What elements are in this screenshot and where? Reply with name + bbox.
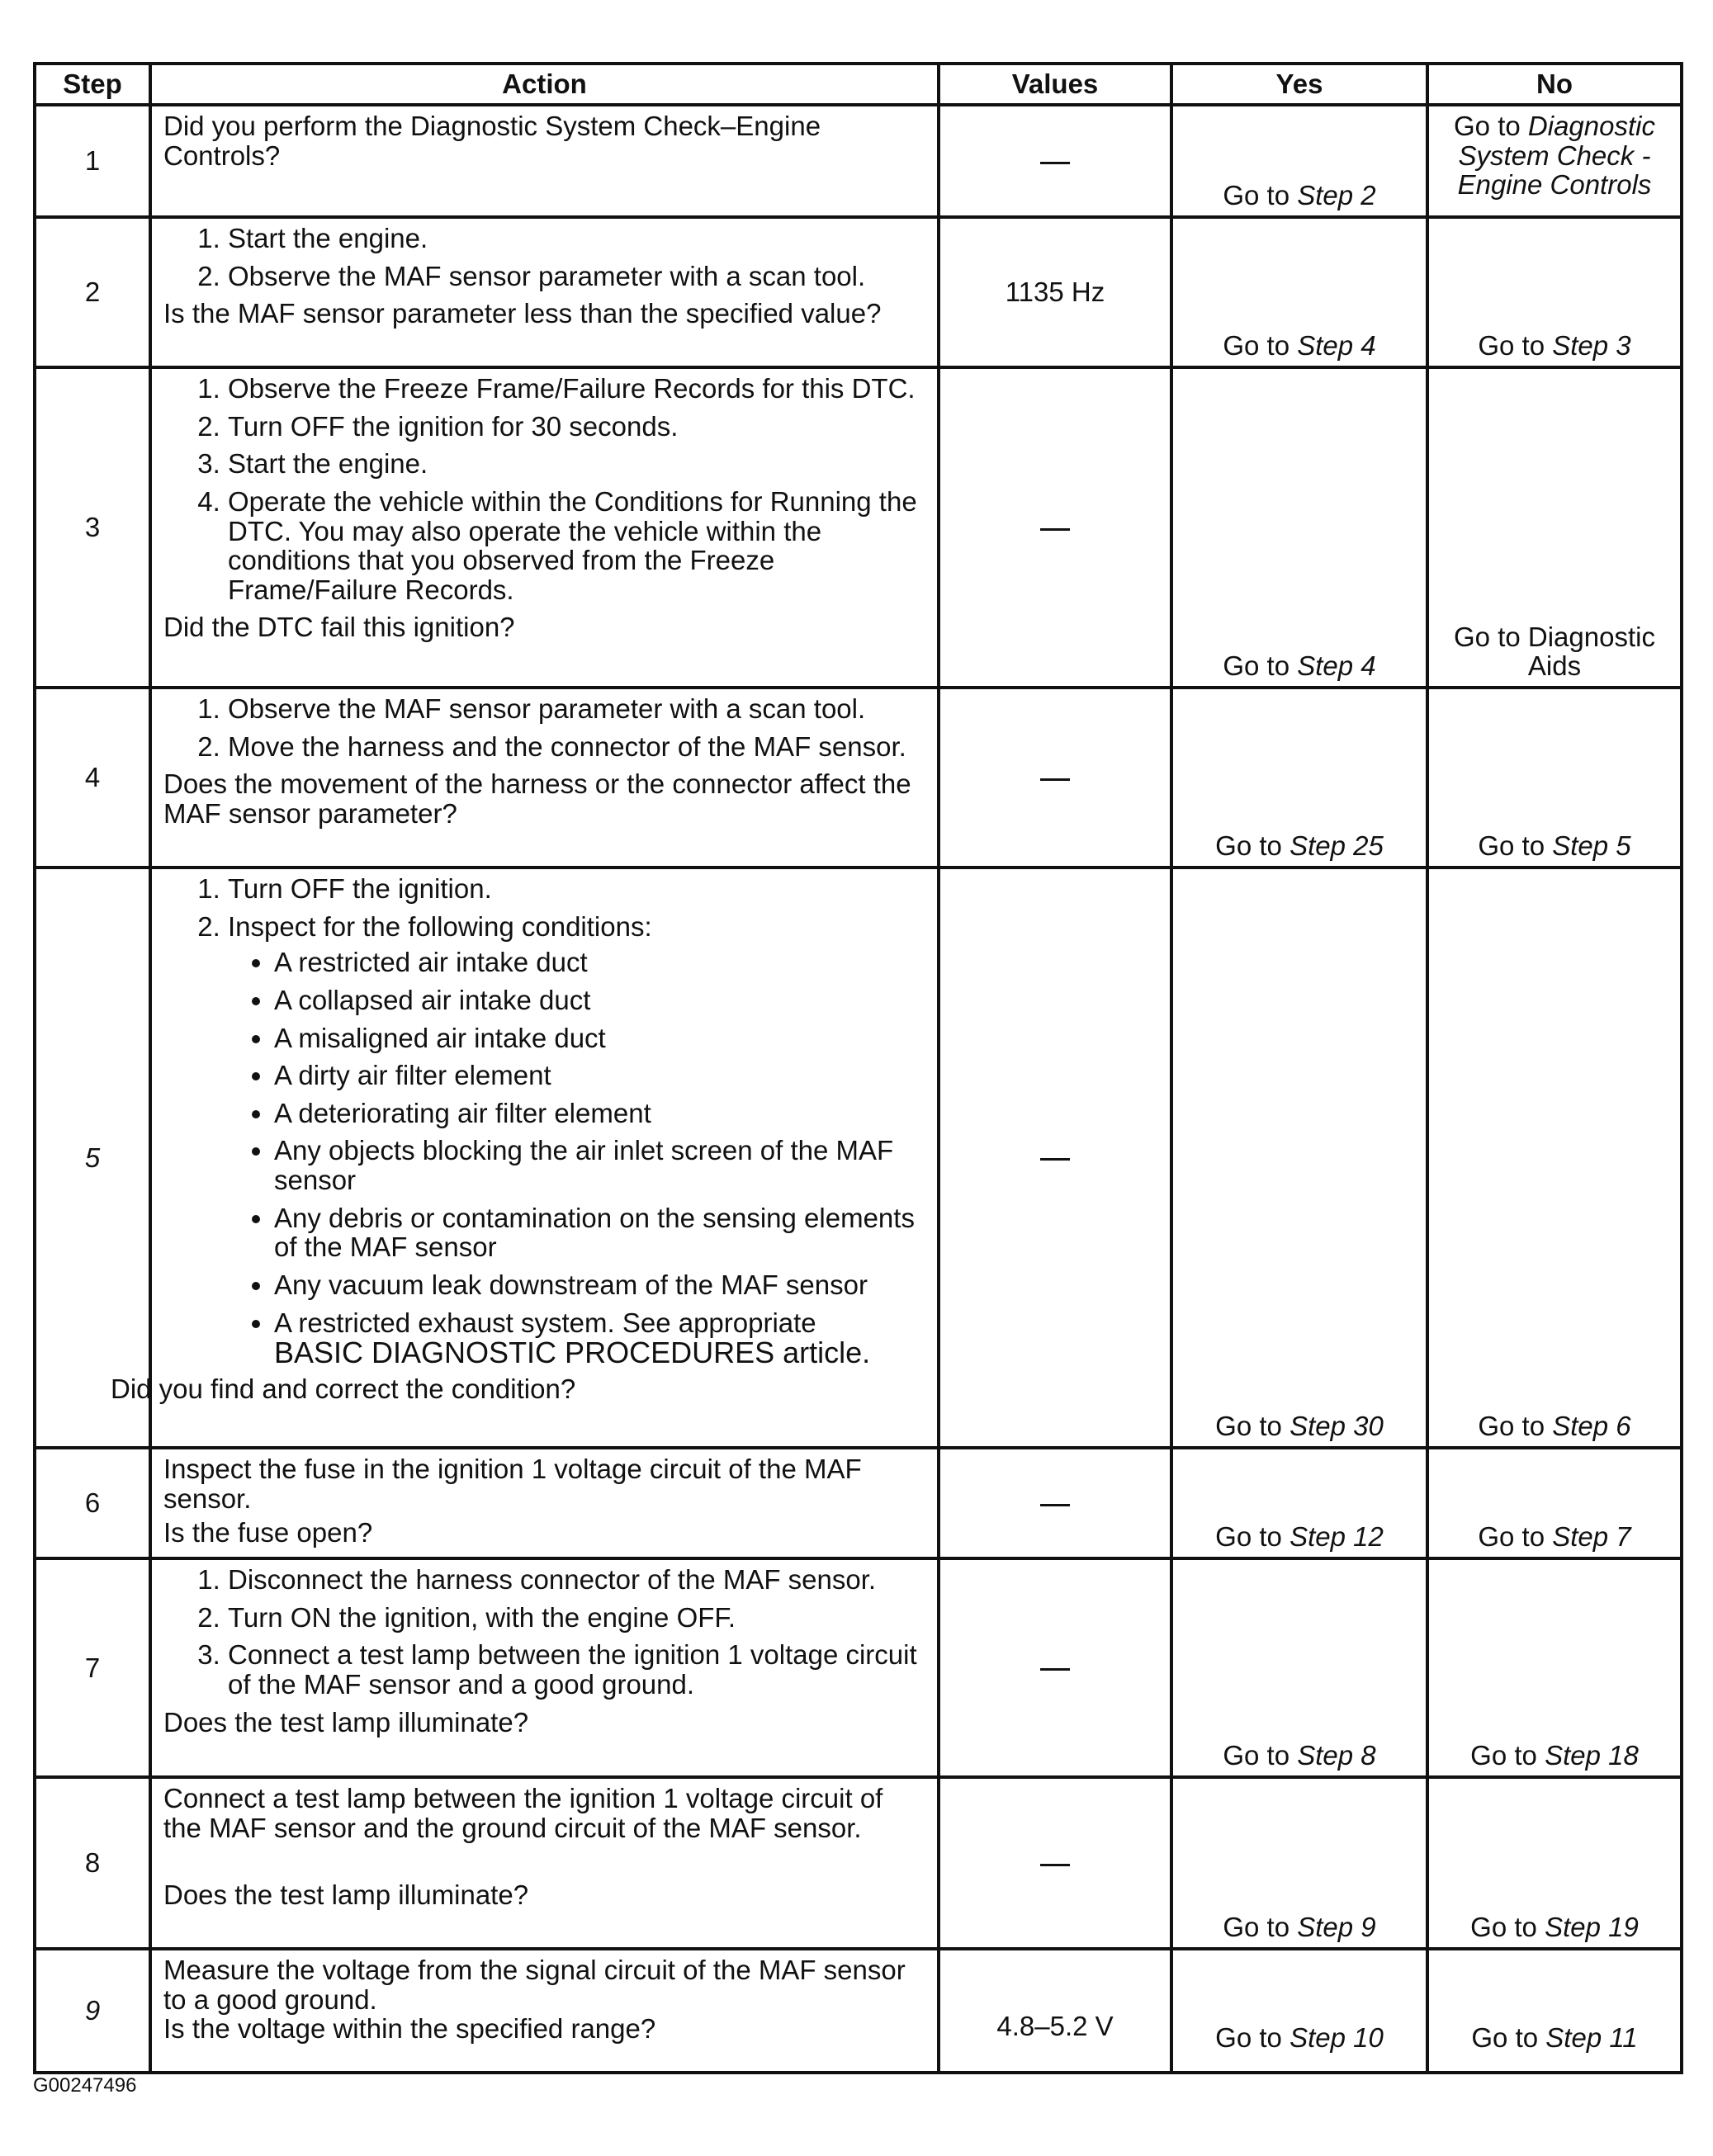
no-target: Step 11 xyxy=(1545,2022,1638,2054)
step-number: 8 xyxy=(35,1777,150,1949)
yes-cell xyxy=(1171,1949,1427,2073)
go-to-label: Go to xyxy=(1223,180,1290,211)
table-row xyxy=(35,367,1682,688)
go-to-label: Go to xyxy=(1215,830,1282,862)
action-item: 3. Connect a test lamp between the ignition 1 voltage circuit of the MAF sensor and a good ground. xyxy=(228,1640,925,1699)
action-steps xyxy=(163,694,925,761)
go-to-label: Go to xyxy=(1471,2022,1539,2054)
go-to-label: Go to xyxy=(1454,111,1521,141)
no-cell xyxy=(1427,1448,1682,1558)
go-to-label: Go to xyxy=(1478,330,1545,362)
action-steps xyxy=(163,224,925,291)
action-item: 2. Turn OFF the ignition for 30 seconds. xyxy=(228,412,925,442)
action-question: Does the test lamp illuminate? xyxy=(163,1879,529,1911)
go-to-label: Go to xyxy=(1223,650,1290,682)
action-question: Does the movement of the harness or the connector affect the MAF sensor parameter? xyxy=(163,768,911,829)
yes-target: Step 9 xyxy=(1297,1912,1376,1943)
value-cell xyxy=(939,868,1171,1448)
action-steps xyxy=(163,874,925,1369)
no-cell xyxy=(1427,217,1682,367)
header-step: Step xyxy=(35,64,150,105)
go-to-label: Go to xyxy=(1478,830,1545,862)
action-item: 1. Observe the Freeze Frame/Failure Records for this DTC. xyxy=(228,374,925,404)
action-cell xyxy=(150,217,939,367)
condition-item: • Any debris or contamination on the sensing elements of the MAF sensor xyxy=(274,1203,925,1262)
action-item: 1. Observe the MAF sensor parameter with a scan tool. xyxy=(228,694,925,724)
header-row xyxy=(35,64,1682,105)
dash-mark xyxy=(1040,1864,1070,1866)
no-target: Step 3 xyxy=(1552,330,1631,362)
table-row xyxy=(35,1777,1682,1949)
table-row xyxy=(35,868,1682,1448)
action-item: 3. Start the engine. xyxy=(228,449,925,479)
value-cell: 1135 Hz xyxy=(939,217,1171,367)
yes-cell xyxy=(1171,688,1427,868)
table-row xyxy=(35,1949,1682,2073)
go-to-label: Go to xyxy=(1470,1912,1537,1943)
go-to-label: Go to xyxy=(1223,1740,1290,1771)
table-row xyxy=(35,217,1682,367)
header-values: Values xyxy=(939,64,1171,105)
yes-cell xyxy=(1171,1777,1427,1949)
value-cell xyxy=(939,1558,1171,1777)
table-row xyxy=(35,105,1682,217)
condition-item: • Any objects blocking the air inlet screen of the MAF sensor xyxy=(274,1136,925,1194)
condition-item xyxy=(274,1308,925,1370)
yes-cell xyxy=(1171,868,1427,1448)
table-row xyxy=(35,688,1682,868)
action-cell xyxy=(150,105,939,217)
action-question: Is the MAF sensor parameter less than the specified value? xyxy=(163,298,882,329)
no-target: Step 18 xyxy=(1545,1740,1639,1771)
article-reference: BASIC DIAGNOSTIC PROCEDURES xyxy=(274,1336,775,1370)
action-item: 2. Observe the MAF sensor parameter with a scan tool. xyxy=(228,262,925,291)
yes-target: Step 8 xyxy=(1297,1740,1376,1771)
no-cell: Go to Diagnostic Aids xyxy=(1427,367,1682,688)
no-target: Step 5 xyxy=(1552,830,1631,862)
no-cell xyxy=(1427,1949,1682,2073)
action-cell xyxy=(150,367,939,688)
dash-mark xyxy=(1040,1158,1070,1161)
value-cell: 4.8–5.2 V xyxy=(939,1949,1171,2073)
action-question: Did you perform the Diagnostic System Check–Engine Controls? xyxy=(163,111,821,171)
step-number: 7 xyxy=(35,1558,150,1777)
go-to-label: Go to xyxy=(1223,1912,1290,1943)
condition-list xyxy=(228,948,925,1369)
yes-cell xyxy=(1171,1558,1427,1777)
header-action: Action xyxy=(150,64,939,105)
yes-cell xyxy=(1171,105,1427,217)
value-cell xyxy=(939,688,1171,868)
condition-item: • A misaligned air intake duct xyxy=(274,1024,925,1053)
step-number: 1 xyxy=(35,105,150,217)
yes-cell xyxy=(1171,367,1427,688)
action-cell xyxy=(111,868,939,1448)
action-cell xyxy=(150,1448,939,1558)
step-number: 6 xyxy=(35,1448,150,1558)
header-no: No xyxy=(1427,64,1682,105)
condition-item: • Any vacuum leak downstream of the MAF sensor xyxy=(274,1270,925,1300)
condition-item: • A deteriorating air filter element xyxy=(274,1099,925,1128)
action-item: 4. Operate the vehicle within the Conditions for Running the DTC. You may also operate the vehicle within the conditions that you observed from the Freeze Frame/Failure Records. xyxy=(228,487,925,605)
go-to-label: Go to xyxy=(1478,1411,1545,1442)
action-steps xyxy=(163,1565,925,1700)
diagnostic-table xyxy=(33,62,1683,2074)
action-item xyxy=(228,912,925,1369)
action-item: 1. Turn OFF the ignition. xyxy=(228,874,925,904)
action-item-text: Inspect for the following conditions: xyxy=(228,910,652,942)
dash-mark xyxy=(1040,1668,1070,1671)
no-target: Diagnostic System Check - Engine Controls xyxy=(1457,111,1655,201)
condition-item: • A collapsed air intake duct xyxy=(274,986,925,1015)
action-question: Is the voltage within the specified range? xyxy=(163,2013,656,2045)
no-cell xyxy=(1427,688,1682,868)
step-number: 4 xyxy=(35,688,150,868)
action-question: Is the fuse open? xyxy=(163,1517,373,1548)
action-question: Does the test lamp illuminate? xyxy=(163,1706,529,1738)
yes-target: Step 10 xyxy=(1289,2022,1384,2054)
dash-mark xyxy=(1040,1504,1070,1506)
step-number: 3 xyxy=(35,367,150,688)
action-item: 1. Start the engine. xyxy=(228,224,925,253)
yes-target: Step 4 xyxy=(1297,650,1376,682)
table-row xyxy=(35,1558,1682,1777)
figure-id: G00247496 xyxy=(33,2074,137,2097)
action-text: Connect a test lamp between the ignition 1 voltage circuit of the MAF sensor and the ground circuit of the MAF sensor. xyxy=(163,1783,883,1843)
condition-item: • A restricted air intake duct xyxy=(274,948,925,977)
yes-target: Step 4 xyxy=(1297,330,1376,362)
action-cell xyxy=(150,1949,939,2073)
go-to-label: Go to xyxy=(1478,1521,1545,1553)
action-item: 2. Move the harness and the connector of the MAF sensor. xyxy=(228,732,925,762)
step-number: 5 xyxy=(35,868,150,1448)
table-row xyxy=(35,1448,1682,1558)
yes-cell xyxy=(1171,1448,1427,1558)
condition-item: • A dirty air filter element xyxy=(274,1061,925,1090)
yes-cell xyxy=(1171,217,1427,367)
action-question: Did you find and correct the condition? xyxy=(111,1374,576,1404)
action-text: Inspect the fuse in the ignition 1 voltage circuit of the MAF sensor. xyxy=(163,1454,862,1514)
action-cell xyxy=(150,1558,939,1777)
value-cell xyxy=(939,105,1171,217)
go-to-label: Go to xyxy=(1215,2022,1282,2054)
yes-target: Step 30 xyxy=(1289,1411,1384,1442)
no-cell xyxy=(1427,868,1682,1448)
no-cell xyxy=(1427,105,1682,217)
condition-text: A restricted exhaust system. See appropriate xyxy=(274,1307,816,1338)
no-cell xyxy=(1427,1558,1682,1777)
go-to-label: Go to xyxy=(1470,1740,1537,1771)
value-cell xyxy=(939,1448,1171,1558)
go-to-label: Go to xyxy=(1223,330,1290,362)
value-cell xyxy=(939,367,1171,688)
dash-mark xyxy=(1040,778,1070,781)
go-to-label: Go to xyxy=(1215,1521,1282,1553)
go-to-label: Go to xyxy=(1215,1411,1282,1442)
dash-mark xyxy=(1040,162,1070,164)
yes-target: Step 25 xyxy=(1289,830,1384,862)
action-question: Did the DTC fail this ignition? xyxy=(163,612,515,643)
no-cell xyxy=(1427,1777,1682,1949)
yes-target: Step 2 xyxy=(1297,180,1376,211)
action-steps xyxy=(163,374,925,604)
action-cell xyxy=(150,688,939,868)
no-target: Step 7 xyxy=(1552,1521,1631,1553)
action-item: 2. Turn ON the ignition, with the engine OFF. xyxy=(228,1603,925,1633)
value-cell xyxy=(939,1777,1171,1949)
dash-mark xyxy=(1040,528,1070,531)
step-number: 2 xyxy=(35,217,150,367)
action-cell xyxy=(150,1777,939,1949)
article-suffix: article. xyxy=(774,1336,871,1370)
step-number: 9 xyxy=(35,1949,150,2073)
no-target: Step 6 xyxy=(1552,1411,1631,1442)
no-target: Step 19 xyxy=(1545,1912,1639,1943)
action-text: Measure the voltage from the signal circuit of the MAF sensor to a good ground. xyxy=(163,1955,906,2015)
yes-target: Step 12 xyxy=(1289,1521,1384,1553)
action-item: 1. Disconnect the harness connector of the MAF sensor. xyxy=(228,1565,925,1595)
header-yes: Yes xyxy=(1171,64,1427,105)
